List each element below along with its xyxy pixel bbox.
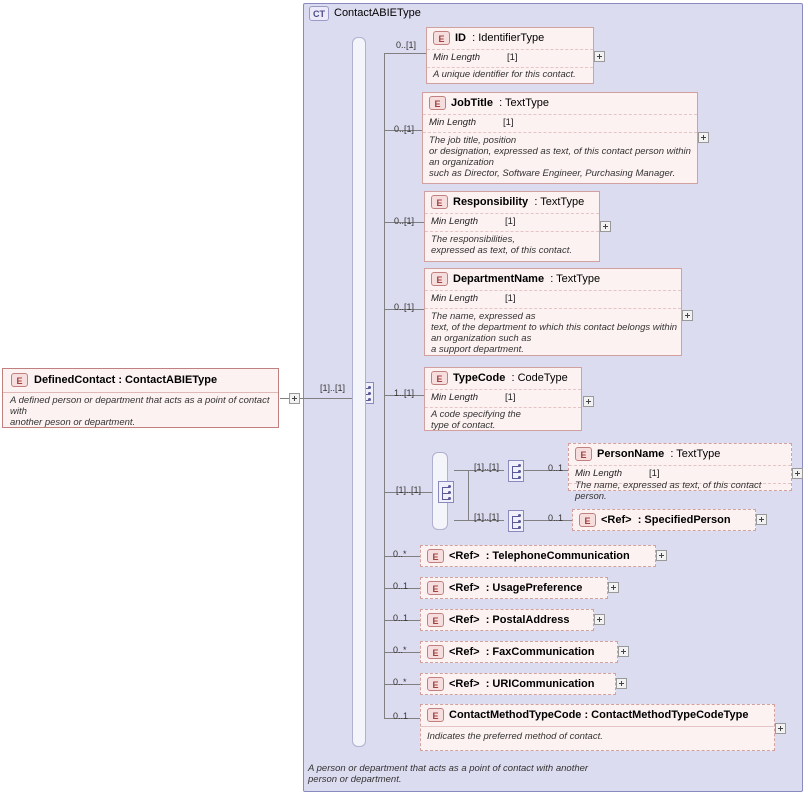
element-jobtitle-facet: Min Length [1] [423,115,697,133]
expand-postaladdress-icon[interactable] [594,614,605,625]
element-contactmethodtypecode-header [421,705,774,727]
element-id-header [427,28,593,50]
cardinality-choice-group: [1]..[1] [396,485,422,495]
element-personname-documentation: The name, expressed as text, of this contact person. [575,480,762,502]
connector-line [300,398,358,399]
expand-specifiedperson-icon[interactable] [756,514,767,525]
cardinality-telephone: 0..* [393,549,407,559]
element-departmentname[interactable] [424,268,682,356]
sequence-compositor-branch-two[interactable] [508,510,524,532]
element-badge-icon: E [11,373,28,387]
element-id-documentation: A unique identifier for this contact. [433,69,576,80]
element-uricommunication-name: <Ref> : URICommunication [449,678,595,690]
element-departmentname-header [425,269,681,291]
model-group-bar [352,37,366,747]
element-specifiedperson-name: <Ref> : SpecifiedPerson [601,514,731,526]
element-responsibility-documentation: The responsibilities, expressed as text, of this contact. [431,234,572,256]
element-badge-icon: E [427,581,444,595]
element-contactmethodtypecode[interactable] [420,704,775,751]
element-personname[interactable] [568,443,792,502]
element-badge-icon: E [579,513,596,527]
element-typecode-facet: Min Length [1] [425,390,581,408]
connector-line [384,53,426,54]
element-jobtitle-documentation: The job title, position or designation, expressed as text, of this contact person within an organization such as Director, Software Engineer, Purchasing Manager. [429,135,691,179]
element-badge-icon: E [433,31,450,45]
element-badge-icon: E [431,195,448,209]
element-personname-header [569,444,791,466]
element-postaladdress-name: <Ref> : PostalAddress [449,614,570,626]
expand-jobtitle-icon[interactable] [698,132,709,143]
element-postaladdress[interactable] [420,609,594,631]
element-badge-icon: E [427,613,444,627]
element-responsibility-name: Responsibility : TextType [453,196,585,208]
element-faxcommunication-name: <Ref> : FaxCommunication [449,646,595,658]
element-usagepreference[interactable] [420,577,608,599]
element-badge-icon: E [427,708,444,722]
element-uricommunication[interactable] [420,673,616,695]
cardinality-branch-one: [1]..[1] [474,462,500,472]
element-faxcommunication[interactable] [420,641,618,663]
cardinality-jobtitle: 0..[1] [394,124,415,134]
element-jobtitle-name: JobTitle : TextType [451,97,550,109]
element-typecode-header [425,368,581,390]
cardinality-responsibility: 0..[1] [394,216,415,226]
element-badge-icon: E [427,677,444,691]
cardinality-contactmethodtypecode: 0..1 [393,711,409,721]
element-typecode-documentation: A code specifying the type of contact. [431,409,521,431]
complex-type-documentation: A person or department that acts as a point of contact with another person or department. [308,763,589,785]
element-id[interactable] [426,27,594,84]
root-element-title: DefinedContact : ContactABIEType [34,374,218,386]
element-badge-icon: E [427,645,444,659]
cardinality-branch-two: [1]..[1] [474,512,500,522]
expand-personname-icon[interactable] [792,468,803,479]
root-element-header [3,369,278,393]
element-jobtitle-header [423,93,697,115]
element-badge-icon: E [427,549,444,563]
cardinality-typecode: 1..[1] [394,388,415,398]
cardinality-uricommunication: 0..* [393,677,407,687]
cardinality-departmentname: 0..[1] [394,302,415,312]
cardinality-specifiedperson: 0..1 [548,513,564,523]
expand-id-icon[interactable] [594,51,605,62]
element-departmentname-name: DepartmentName : TextType [453,273,601,285]
expand-responsibility-icon[interactable] [600,221,611,232]
cardinality-faxcommunication: 0..* [393,645,407,655]
element-usagepreference-name: <Ref> : UsagePreference [449,582,583,594]
root-element-defined-contact[interactable] [2,368,279,428]
cardinality-usagepreference: 0..1 [393,581,409,591]
complex-type-badge: CT [309,6,329,21]
cardinality-postaladdress: 0..1 [393,613,409,623]
choice-compositor[interactable] [438,481,454,503]
element-contactmethodtypecode-documentation: Indicates the preferred method of contact. [427,731,603,742]
root-cardinality-label: [1]..[1] [320,383,346,393]
element-departmentname-facet: Min Length [1] [425,291,681,309]
complex-type-title: ContactABIEType [334,7,421,19]
element-badge-icon: E [429,96,446,110]
element-typecode-name: TypeCode : CodeType [453,372,568,384]
element-jobtitle[interactable] [422,92,698,184]
element-typecode[interactable] [424,367,582,431]
element-departmentname-documentation: The name, expressed as text, of the department to which this contact belongs within an organization such as a support department. [431,311,678,355]
element-id-facet: Min Length [1] [427,50,593,68]
element-contactmethodtypecode-name: ContactMethodTypeCode : ContactMethodTypeCodeType [449,709,749,721]
root-element-documentation: A defined person or department that acts as a point of contact with another peson or department. [10,395,270,428]
element-telephonecommunication[interactable] [420,545,656,567]
element-personname-facet: Min Length [1] [569,466,791,484]
expand-faxcommunication-icon[interactable] [618,646,629,657]
element-telephonecommunication-name: <Ref> : TelephoneCommunication [449,550,630,562]
sequence-compositor-branch-one[interactable] [508,460,524,482]
connector-line [468,470,469,520]
expand-telephonecommunication-icon[interactable] [656,550,667,561]
cardinality-personname: 0..1 [548,463,564,473]
element-personname-name: PersonName : TextType [597,448,721,460]
element-responsibility-header [425,192,599,214]
expand-usagepreference-icon[interactable] [608,582,619,593]
expand-root-icon[interactable] [289,393,300,404]
element-badge-icon: E [575,447,592,461]
element-badge-icon: E [431,272,448,286]
expand-typecode-icon[interactable] [583,396,594,407]
element-badge-icon: E [431,371,448,385]
expand-departmentname-icon[interactable] [682,310,693,321]
element-responsibility-facet: Min Length [1] [425,214,599,232]
expand-uricommunication-icon[interactable] [616,678,627,689]
element-specifiedperson[interactable] [572,509,756,531]
expand-contactmethodtypecode-icon[interactable] [775,723,786,734]
cardinality-id: 0..[1] [396,40,417,50]
element-id-name: ID : IdentifierType [455,32,545,44]
tree-spine [384,53,385,718]
element-responsibility[interactable] [424,191,600,262]
